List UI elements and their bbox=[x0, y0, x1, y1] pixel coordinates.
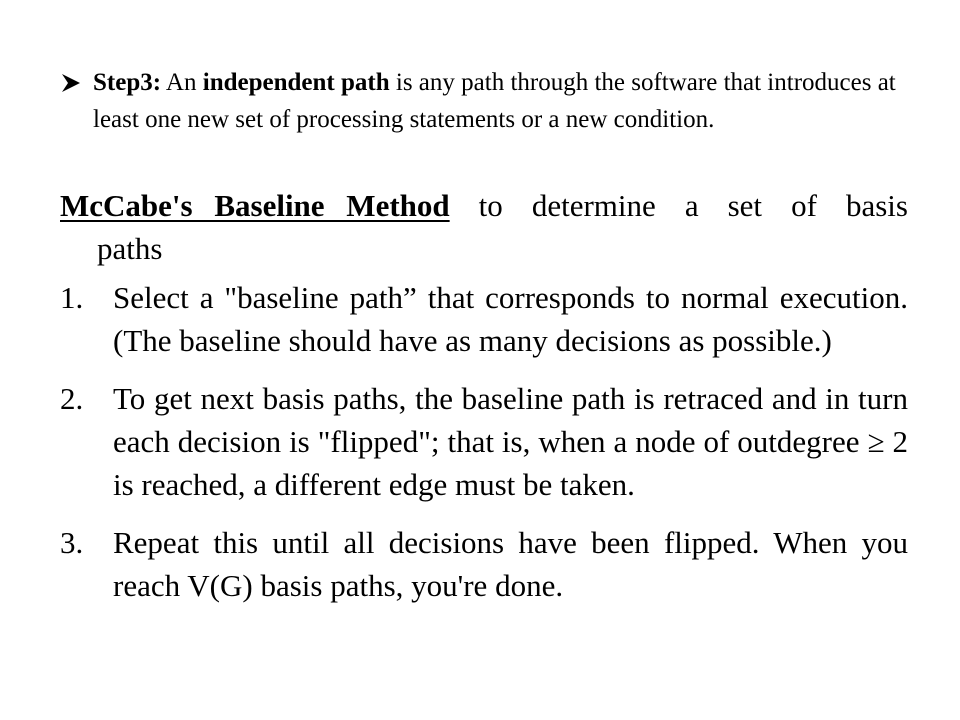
heading-word: of bbox=[791, 188, 817, 223]
list-item bbox=[60, 276, 908, 362]
list-item-text: Repeat this until all decisions have been flipped. When you reach V(G) basis paths, you're done. bbox=[113, 525, 908, 603]
method-name: McCabe's Baseline Method bbox=[60, 188, 450, 223]
step3-text bbox=[93, 64, 904, 138]
step3-text-after: is any path through the software that introduces at least one new set of processing statements or a new condition. bbox=[93, 69, 896, 133]
step3-label: Step3: bbox=[93, 69, 162, 96]
arrowhead-bullet-icon bbox=[60, 72, 82, 94]
list-item-number: 3. bbox=[60, 525, 84, 560]
heading-word: basis bbox=[845, 188, 908, 223]
heading-word: to bbox=[478, 188, 503, 223]
heading-word: a bbox=[684, 188, 699, 223]
heading-word: determine bbox=[531, 188, 656, 223]
list-item-text: Select a "baseline path” that corresponds to normal execution. (The baseline should have as many decisions as possible.) bbox=[113, 280, 908, 358]
step3-bullet bbox=[60, 64, 904, 138]
heading-line-1 bbox=[60, 184, 908, 227]
list-item-number: 1. bbox=[60, 280, 84, 315]
list-item-number: 2. bbox=[60, 381, 84, 416]
list-item bbox=[60, 377, 908, 506]
list-item-text: To get next basis paths, the baseline path is retraced and in turn each decision is "flipped"; that is, when a node of outdegree ≥ 2 is reached, a different edge must be taken. bbox=[113, 381, 908, 502]
method-heading bbox=[60, 184, 908, 270]
heading-word: set bbox=[727, 188, 763, 223]
heading-line-2: paths bbox=[97, 231, 163, 266]
step3-emphasis: independent path bbox=[202, 69, 390, 96]
list-item bbox=[60, 521, 908, 607]
step3-text-before: An bbox=[161, 69, 203, 96]
baseline-steps-list bbox=[60, 276, 908, 622]
